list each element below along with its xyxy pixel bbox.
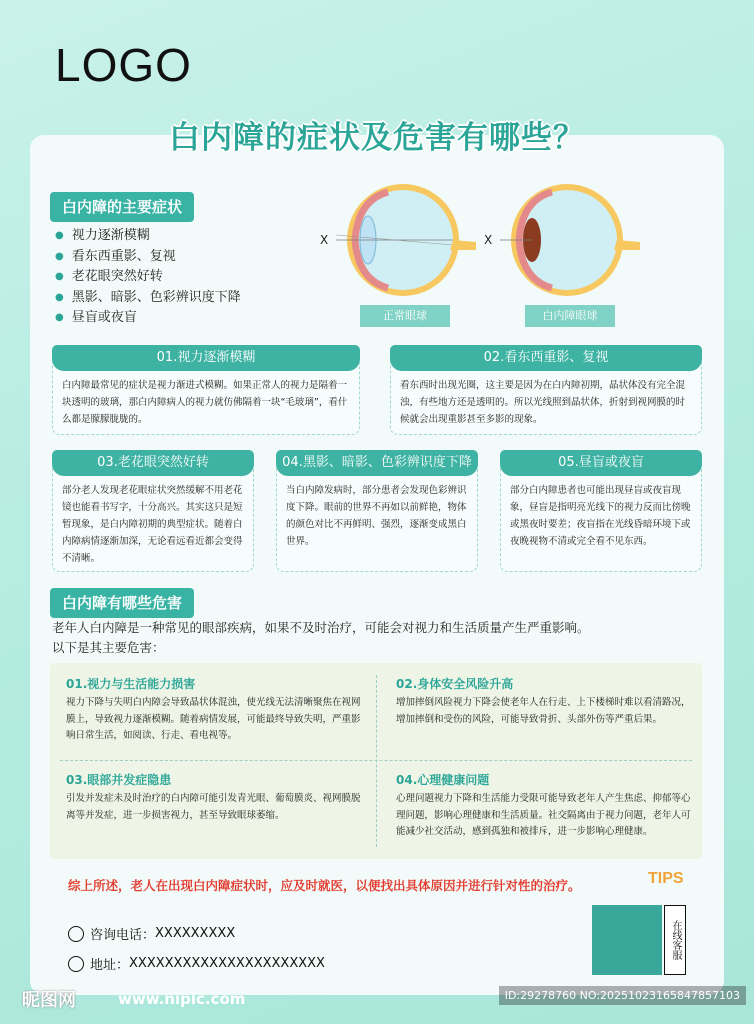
- watermark-site: 昵图网: [22, 990, 76, 1011]
- symptom-box-text: 白内障最常见的症状是视力渐进式模糊。如果正常人的视力是隔着一块透明的玻璃，那白内障病人的视力就仿佛隔着一块“毛玻璃”，看什么都是朦朦胧胧的。: [62, 380, 348, 425]
- symptom-box-title: 01.视力逐渐模糊: [52, 345, 360, 371]
- normal-eye-illustration: [318, 180, 478, 305]
- address-row: [68, 954, 325, 973]
- symptom-box-title: 03.老花眼突然好转: [52, 450, 254, 476]
- eye-x-mark: X: [484, 233, 493, 247]
- harm-title: 02.身体安全风险升高: [396, 677, 514, 691]
- logo: LOGO: [55, 39, 192, 91]
- divider: [376, 675, 377, 847]
- location-pin-icon: [68, 956, 84, 972]
- phone-row: [68, 924, 235, 943]
- harm-tag: 白内障有哪些危害: [50, 588, 194, 618]
- symptoms-tag: 白内障的主要症状: [50, 192, 194, 222]
- tips-badge: TIPS: [648, 870, 684, 887]
- harm-text: 视力下降与失明白内障会导致晶状体混浊，使光线无法清晰聚焦在视网膜上，导致视力逐渐模糊。随着病情发展，可能最终导致失明，严重影响日常生活，如阅读、行走、看电视等。: [66, 697, 361, 741]
- harm-title: 01.视力与生活能力损害: [66, 677, 196, 691]
- address-label: 地址：: [90, 958, 130, 973]
- page-title: 白内障的症状及危害有哪些？: [169, 120, 585, 156]
- cataract-eye-illustration: [482, 180, 642, 305]
- eye-x-mark: X: [320, 233, 329, 247]
- harm-intro-line: 老年人白内障是一种常见的眼部疾病，如果不及时治疗，可能会对视力和生活质量产生严重影响。: [52, 620, 590, 635]
- harm-text: 引发并发症未及时治疗的白内障可能引发青光眼、葡萄膜炎、视网膜脱离等并发症，进一步损害视力，甚至导致眼球萎缩。: [66, 793, 361, 821]
- harm-text: 增加摔倒风险视力下降会使老年人在行走、上下楼梯时难以看清路况，增加摔倒和受伤的风险，可能导致骨折、头部外伤等严重后果。: [396, 697, 691, 725]
- cataract-eye-label: 白内障眼球: [525, 305, 615, 327]
- watermark-url: www.nipic.com: [118, 990, 246, 1008]
- harm-title: 03.眼部并发症隐患: [66, 773, 172, 787]
- conclusion-text: 综上所述，老人在出现白内障症状时，应及时就医，以便找出具体原因并进行针对性的治疗。: [68, 878, 581, 893]
- symptom-item: ● 看东西重影、复视: [55, 247, 241, 268]
- online-service-label[interactable]: 在线客服: [664, 905, 686, 975]
- symptom-box-text: 当白内障发病时，部分患者会发现色彩辨识度下降。眼前的世界不再如以前鲜艳，物体的颜色对比不再鲜明、强烈，逐渐变成黑白世界。: [286, 485, 467, 547]
- phone-number[interactable]: XXXXXXXXX: [155, 926, 236, 941]
- normal-eye-label: 正常眼球: [360, 305, 450, 327]
- phone-label: 咨询电话：: [90, 928, 156, 943]
- symptom-box-title: 04.黑影、暗影、色彩辨识度下降: [276, 450, 478, 476]
- phone-icon: [68, 926, 84, 942]
- symptom-item: ● 老花眼突然好转: [55, 267, 241, 288]
- symptom-box-title: 05.昼盲或夜盲: [500, 450, 702, 476]
- watermark-id: ID:29278760 NO:20251023165847857103: [499, 986, 746, 1005]
- harm-text: 心理问题视力下降和生活能力受限可能导致老年人产生焦虑、抑郁等心理问题，影响心理健康和生活质量。社交隔离由于视力问题，老年人可能减少社交活动，感到孤独和被排斥，进一步影响心理健康。: [396, 793, 691, 837]
- symptom-item: ● 黑影、暗影、色彩辨识度下降: [55, 288, 241, 309]
- symptom-box-title: 02.看东西重影、复视: [390, 345, 702, 371]
- symptom-item: ● 视力逐渐模糊: [55, 226, 241, 247]
- harm-intro-line: 以下是其主要危害：: [52, 640, 165, 655]
- harm-intro: [52, 618, 590, 658]
- harm-title: 04.心理健康问题: [396, 773, 490, 787]
- symptom-item: ● 昼盲或夜盲: [55, 308, 241, 329]
- symptom-box-text: 看东西时出现光圈，这主要是因为在白内障初期，晶状体没有完全混浊，有些地方还是透明的。所以光线照到晶状体，折射到视网膜的时候就会出现重影甚至多影的现象。: [400, 380, 686, 425]
- symptom-box-text: 部分老人发现老花眼症状突然缓解不用老花镜也能看书写字，十分高兴。其实这只是短暂现象，是白内障初期的典型症状。随着白内障病情逐渐加深，无论看远看近都会变得不清晰。: [62, 485, 243, 564]
- symptom-box-text: 部分白内障患者也可能出现昼盲或夜盲现象，昼盲是指明亮光线下的视力反而比傍晚或黑夜时要差；夜盲指在光线昏暗环境下或夜晚视物不清或完全看不见东西。: [510, 485, 691, 547]
- address-value: XXXXXXXXXXXXXXXXXXXXXX: [129, 956, 325, 971]
- divider: [60, 760, 692, 761]
- symptom-list: [55, 226, 241, 329]
- harm-panel: [50, 663, 702, 859]
- qr-code[interactable]: [592, 905, 662, 975]
